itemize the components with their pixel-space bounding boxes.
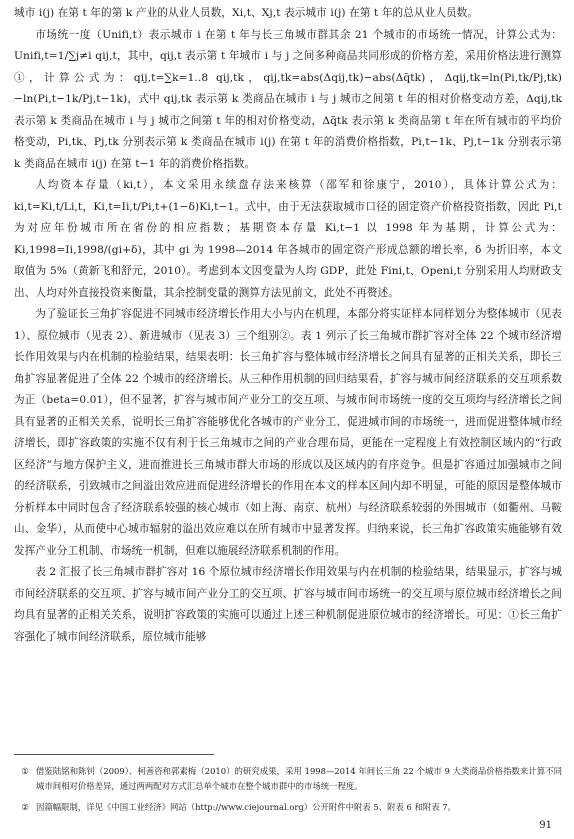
footnote-marker: ② — [21, 802, 29, 812]
page-number: 91 — [539, 820, 552, 831]
paragraph-employment-definition: 城市 i(j) 在第 t 年的第 k 产业的从业人员数，Xi,t、Xj,t 表示城市 i(j) 在第 t 年的总从业人员数。 — [14, 7, 479, 19]
footnote-text: 因篇幅限制，详见《中国工业经济》网站（http://www.ciejournal.org）公开附件中附表 5、附表 6 和附表 7。 — [36, 802, 457, 812]
paragraph-table1-results: 为了验证长三角扩容促进不同城市经济增长作用大小与内在机理，本部分将实证样本同样划分为整体城市（见表 1）、原位城市（见表 2）、新进城市（见表 3）三个组别②。表 1 列示了长三角城市群扩容对全体 22 个城市经济增长作用效果与内在机制的检验结果，结果表明：长三角扩容与整体城市经济增长之间具有显著的正相关关系，即长三角扩容显著促进了全体 22 个城市的经济增长。从三种作用机制的回归结果看，扩容与城市间经济联系的交互项系数为正（beta=0.01），但不显著，扩容与城市间产业分工的交互项、与城市间市场统一度的交互项均与经济增长之间具有显著的正相关关系，说明长三角扩容能够优化各城市的产业分工、促进城市间的市场统一，进而促进整体城市经济增长，即扩容政策的实施不仅有利于长三角城市之间的产业合理布局，更能在一定程度上有效控制区域内的“行政区经济”与地方保护主义，进而推进长三角城市群大市场的形成以及区域内的有序竞争。但是扩容通过加强城市之间的经济联系，引致城市之间溢出效应进而促进经济增长的作用在本文的样本区间内却不明显，可能的原因是整体城市分析样本中同时包含了经济联系较强的核心城市（如上海、南京、杭州）与经济联系较弱的外围城市（如衢州、马鞍山、金华），从而使中心城市辐射的溢出效应难以在所有城市中显著发挥。归纳来说，长三角扩容政策实施能够有效发挥产业分工机制、市场统一机制，但难以施展经济联系机制的作用。 — [14, 308, 562, 557]
paragraph-table2-results: 表 2 汇报了长三角城市群扩容对 16 个原位城市经济增长作用效果与内在机制的检验结果，结果显示，扩容与城市间经济联系的交互项、扩容与城市间产业分工的交互项、扩容与城市间市场统一的交互项与原位城市经济增长之间均具有显著的正相关关系，说明扩容政策的实施可以通过上述三种机制促进原位城市的经济增长。可见：①长三角扩容强化了城市间经济联系，原位城市能够 — [14, 566, 562, 643]
footnote-marker: ① — [21, 766, 29, 776]
paragraph-market-unification: 市场统一度（Unifi,t）表示城市 i 在第 t 年与长三角城市群其余 21 个城市的市场统一情况，计算公式为：Unifi,t=1/∑j≠i qij,t，其中，qij,t 表示第 t 年城市 i 与 j 之间多种商品共同形成的价格方差，采用价格法进行测算①，计算公式为：qij,t=∑k=1..8 qij,tk，qij,tk=abs(Δqij,tk)−abs(Δq̄tk)，Δqij,tk=ln(Pi,tk/Pj,tk)−ln(Pi,t−1k/Pj,t−1k)，式中 qij,tk 表示第 k 类商品在城市 i 与 j 城市之间第 t 年的相对价格变动方差，Δqij,tk 表示第 k 类商品在城市 i 与 j 城市之间第 t 年的相对价格变动，Δq̄tk 表示第 k 类商品第 t 年在所有城市的平均价格变动，Pi,tk、Pj,tk 分别表示第 k 类商品在城市 i(j) 在第 t 年的消费价格指数，Pi,t−1k、Pj,t−1k 分别表示第 k 类商品在城市 i(j) 在第 t−1 年的消费价格指数。 — [14, 28, 562, 170]
paragraph-capital-stock: 人均资本存量（ki,t），本文采用永续盘存法来核算（邵军和徐康宁，2010），具体计算公式为：ki,t=Ki,t/Li,t，Ki,t=Ii,t/Pi,t+(1−δ)Ki,t−1。式中，由于无法获取城市口径的固定资产价格投资指数，因此 Pi,t 为对应年份城市所在省份的相应指数；基期资本存量 Ki,t−1 以 1998 年为基期，计算公式为：Ki,1998=Ii,1998/(gi+δ)，其中 gi 为 1998—2014 年各城市的固定资产形成总额的增长率，δ 为折旧率，本文取值为 5%（黄新飞和舒元，2010）。考虑到本文因变量为人均 GDP，此处 Fini,t、Openi,t 分别采用人均财政支出、人均对外直接投资来衡量，其余控制变量的测算方法见前文，此处不再赘述。 — [14, 179, 562, 299]
footnotes — [14, 764, 562, 821]
footnote-text: 借鉴陆铭和陈钊（2009）、柯善咨和郭素梅（2010）的研究成果，采用 1998—2014 年间长三角 22 个城市 9 大类商品价格指数来计算不同城市间相对价格差异，通过两两配对方式汇总单个城市在整个城市群中的市场统一程度。 — [36, 766, 562, 791]
footnote-item — [14, 764, 562, 794]
footnote-item — [14, 800, 562, 815]
footnote-divider — [14, 754, 214, 755]
body-text — [14, 3, 562, 648]
